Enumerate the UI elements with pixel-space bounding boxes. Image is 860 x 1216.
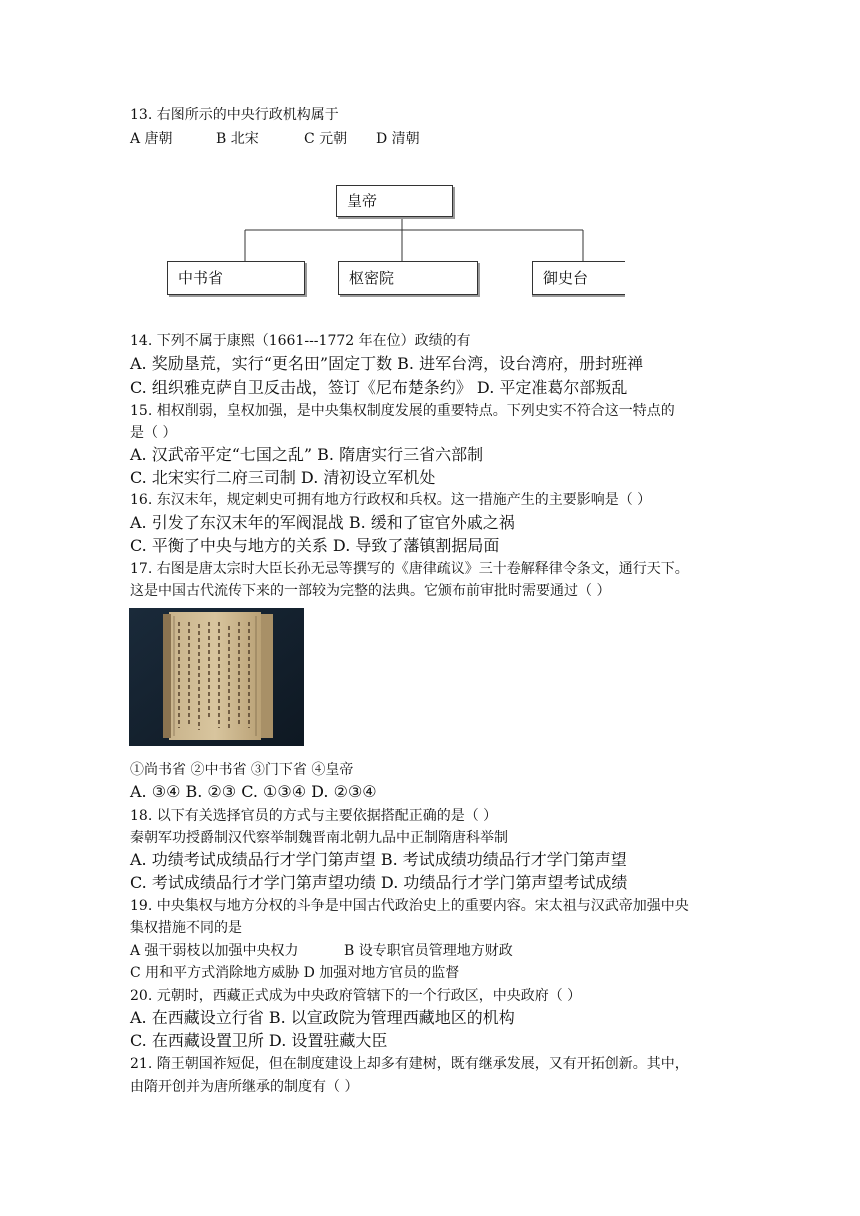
q20-stem: 20. 元朝时，西藏正式成为中央政府管辖下的一个行政区，中央政府（ ）	[130, 988, 582, 1004]
q13-option-b: B 北宋	[216, 131, 259, 147]
emperor-box: 皇帝	[336, 185, 453, 217]
q13-options	[130, 132, 420, 146]
q19-options-row1	[130, 944, 513, 958]
q20-options-row1: A. 在西藏设立行省 B. 以宣政院为管理西藏地区的机构	[130, 1008, 515, 1027]
q20-options-row2: C. 在西藏设置卫所 D. 设置驻藏大臣	[130, 1031, 388, 1050]
q19-stem-line1: 19. 中央集权与地方分权的斗争是中国古代政治史上的重要内容。宋太祖与汉武帝加强中央	[130, 898, 689, 914]
zhongshusheng-box: 中书省	[167, 261, 305, 295]
q17-stem-line2: 这是中国古代流传下来的一部较为完整的法典。它颁布前审批时需要通过（ ）	[130, 583, 611, 599]
q14-options-row2: C. 组织雅克萨自卫反击战，签订《尼布楚条约》 D. 平定准葛尔部叛乱	[130, 378, 628, 397]
q18-options-row1: A. 功绩考试成绩品行才学门第声望 B. 考试成绩功绩品行才学门第声望	[130, 850, 627, 869]
q16-options-row2: C. 平衡了中央与地方的关系 D. 导致了藩镇割据局面	[130, 536, 500, 555]
q19-stem-line2: 集权措施不同的是	[130, 920, 242, 936]
q14-options-row1: A. 奖励垦荒，实行“更名田”固定丁数 B. 进军台湾，设台湾府，册封班禅	[130, 354, 644, 373]
book-photo-drawing	[129, 608, 304, 746]
tanglv-shuyi-book-image	[129, 608, 304, 746]
q21-stem-line1: 21. 隋王朝国祚短促，但在制度建设上却多有建树，既有继承发展，又有开拓创新。其中，	[130, 1056, 689, 1072]
central-government-diagram	[165, 182, 625, 300]
q18-options-row2: C. 考试成绩品行才学门第声望功绩 D. 功绩品行才学门第声望考试成绩	[130, 873, 628, 892]
q18-stem: 18. 以下有关选择官员的方式与主要依据搭配正确的是（ ）	[130, 808, 498, 824]
q21-stem-line2: 由隋开创并为唐所继承的制度有（ ）	[130, 1079, 359, 1095]
q15-stem-line2: 是（ ）	[130, 425, 177, 441]
q13-option-c: C 元朝	[304, 131, 348, 147]
yushitai-box: 御史台	[532, 261, 625, 295]
q13-option-d: D 清朝	[376, 131, 420, 147]
q16-options-row1: A. 引发了东汉末年的军阀混战 B. 缓和了宦官外戚之祸	[130, 513, 515, 532]
q14-stem: 14. 下列不属于康熙（1661---1772 年在位）政绩的有	[130, 333, 471, 349]
q13-stem: 13. 右图所示的中央行政机构属于	[130, 107, 339, 123]
q13-option-a: A 唐朝	[130, 131, 173, 147]
q15-options-row1: A. 汉武帝平定“七国之乱” B. 隋唐实行三省六部制	[130, 445, 484, 464]
q19-options-row2: C 用和平方式消除地方威胁 D 加强对地方官员的监督	[130, 965, 460, 981]
q16-stem: 16. 东汉末年，规定刺史可拥有地方行政权和兵权。这一措施产生的主要影响是（ ）	[130, 492, 652, 508]
q15-options-row2: C. 北宋实行二府三司制 D. 清初设立军机处	[130, 468, 436, 487]
q15-stem-line1: 15. 相权削弱，皇权加强，是中央集权制度发展的重要特点。下列史实不符合这一特点的	[130, 403, 675, 419]
q17-items: ①尚书省 ②中书省 ③门下省 ④皇帝	[130, 762, 354, 778]
q19-option-a: A 强干弱枝以加强中央权力	[130, 943, 299, 959]
q17-choices: A. ③④ B. ②③ C. ①③④ D. ②③④	[130, 782, 377, 801]
q19-option-b: B 设专职官员管理地方财政	[344, 943, 513, 959]
q17-stem-line1: 17. 右图是唐太宗时大臣长孙无忌等撰写的《唐律疏议》三十卷解释律令条文，通行天下。	[130, 561, 689, 577]
q18-context: 秦朝军功授爵制汉代察举制魏晋南北朝九品中正制隋唐科举制	[130, 830, 508, 846]
shumiyuan-box: 枢密院	[338, 261, 478, 295]
